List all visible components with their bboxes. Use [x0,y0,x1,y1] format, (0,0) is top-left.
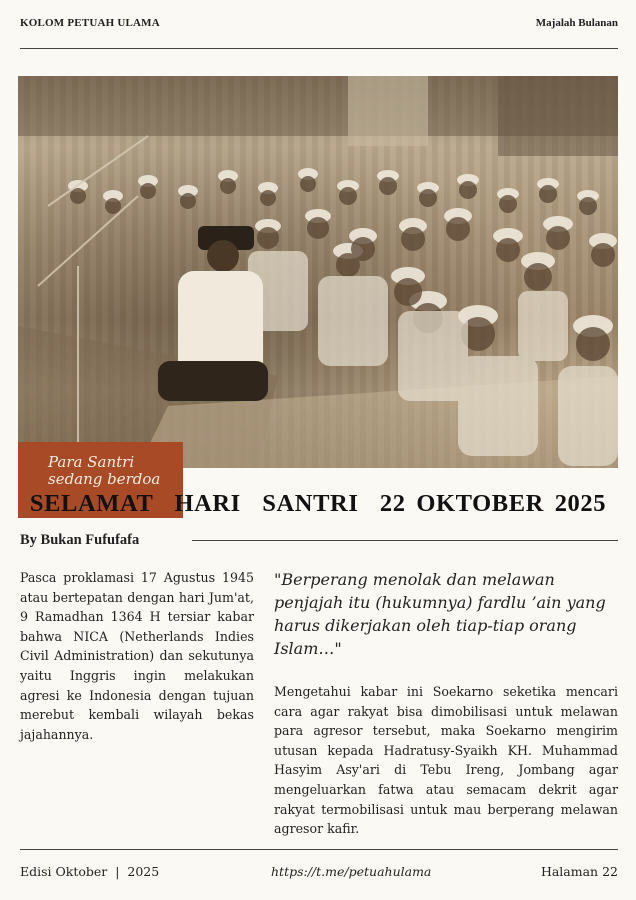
telegram-link[interactable]: https://t.me/petuahulama [271,864,432,879]
caption-line-2: sedang berdoa [48,470,161,488]
historical-photo [18,76,618,488]
header-divider [20,48,618,49]
edition-label: Edisi Oktober | 2025 [20,864,160,879]
article-title: SELAMAT HARI SANTRI 22 OKTOBER 2025 [29,490,607,517]
caption-line-1: Para Santri [48,453,135,471]
photo-illustration [18,76,618,468]
page-number: Halaman 22 [540,864,618,879]
right-column-paragraph: Mengetahui kabar ini Soekarno seketika mencari cara agar rakyat bisa dimobilisasi untuk melawan para agresor tersebut, maka Soekarno mengirim utusan kepada Hadratusy-Syaikh KH. Muhammad Hasyim Asy'ari di Tebu Ireng, Jombang agar mengeluarkan fatwa atau semacam dekrit agar rakyat termobilisasi untuk mau berperang melawan agresor kafir. [274,684,618,837]
pull-quote: "Berperang menolak dan melawan penjajah itu (hukumnya) fardlu ’ain yang harus dikerjakan oleh tiap-tiap orang Islam…" [274,570,606,658]
byline-divider [192,540,618,541]
footer-divider [20,849,618,850]
column-name: KOLOM PETUAH ULAMA [20,17,160,29]
left-column-paragraph: Pasca proklamasi 17 Agustus 1945 atau bertepatan dengan hari Jum'at, 9 Ramadhan 1364 H tersiar kabar bahwa NICA (Netherlands Indies Civil Administration) dan sekutunya yaitu Inggris ingin melakukan agresi ke Indonesia dengan tujuan merebut kembali wilayah bekas jajahannya. [20,570,254,742]
magazine-label: Majalah Bulanan [535,17,618,29]
page-footer [20,864,618,882]
article-byline: By Bukan Fufufafa [20,532,140,548]
page-header [20,17,618,33]
